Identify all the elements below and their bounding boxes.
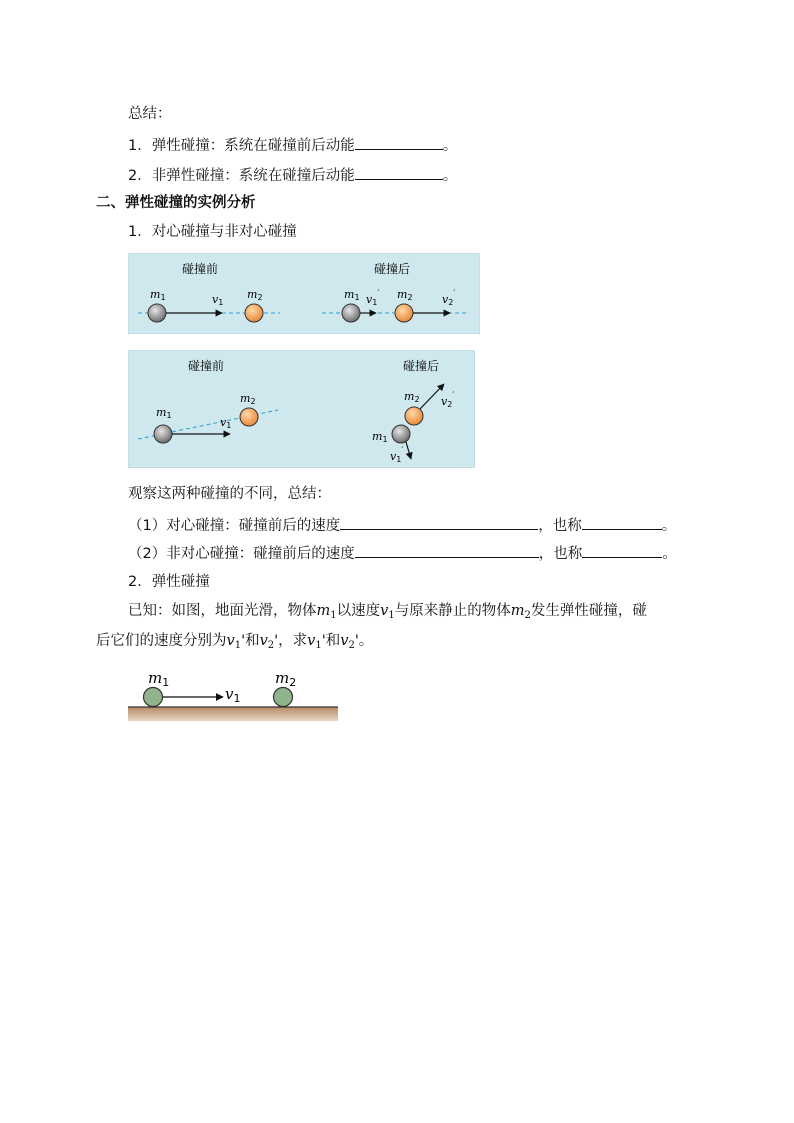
answer-blank[interactable] bbox=[582, 514, 662, 530]
summary-item-1 bbox=[128, 134, 457, 156]
summary-item-1-text: 1．弹性碰撞：系统在碰撞前后动能 bbox=[128, 138, 355, 154]
label-m1-after: m1 bbox=[372, 430, 388, 444]
section-heading: 二、弹性碰撞的实例分析 bbox=[96, 195, 256, 211]
subsection-elastic: 2．弹性碰撞 bbox=[128, 574, 210, 590]
text: '和 bbox=[241, 633, 260, 649]
summary-title: 总结： bbox=[128, 106, 172, 122]
label-m1: m1 bbox=[150, 288, 166, 302]
central-summary-text: （1）对心碰撞：碰撞前后的速度 bbox=[128, 518, 341, 534]
before-label: 碰撞前 bbox=[181, 262, 219, 276]
var-v1: $v_1$ bbox=[380, 603, 395, 621]
ball-m2 bbox=[245, 304, 263, 322]
var-m2: $m_2$ bbox=[510, 603, 531, 621]
label-v1: v1 bbox=[220, 416, 232, 430]
after-label: 碰撞后 bbox=[373, 262, 411, 276]
ball-m1-after bbox=[392, 425, 410, 443]
label-v1-prime: v1′ bbox=[390, 446, 404, 464]
ball-m2 bbox=[274, 688, 293, 707]
text: 以速度 bbox=[336, 603, 381, 619]
oblique-collision-figure bbox=[128, 350, 475, 468]
oblique-summary-text: （2）非对心碰撞：碰撞前后的速度 bbox=[128, 546, 355, 562]
observe-prompt: 观察这两种碰撞的不同，总结： bbox=[128, 486, 331, 502]
ball-m2 bbox=[240, 408, 258, 426]
summary-item-2-text: 2．非弹性碰撞：系统在碰撞后动能 bbox=[128, 168, 355, 184]
label-v1: v1 bbox=[212, 293, 224, 307]
ball-m1 bbox=[148, 304, 166, 322]
label-m1: $m_1$ bbox=[148, 669, 170, 689]
label-v2-prime: v2′ bbox=[441, 391, 455, 409]
ball-m1 bbox=[154, 425, 172, 443]
ball-m1 bbox=[144, 688, 163, 707]
var-v2: $v_2$ bbox=[340, 633, 355, 651]
label-m2-after: m2 bbox=[397, 288, 413, 302]
period: 。 bbox=[442, 138, 458, 154]
text: '，求 bbox=[274, 633, 308, 649]
text: '。 bbox=[354, 633, 374, 649]
oblique-summary bbox=[128, 542, 677, 564]
text: 已知：如图，地面光滑，物体 bbox=[128, 603, 317, 619]
text: 与原来静止的物体 bbox=[394, 603, 511, 619]
label-v2-prime: v2′ bbox=[442, 289, 456, 307]
elastic-collision-figure bbox=[126, 666, 340, 724]
var-v2: $v_2$ bbox=[259, 633, 275, 651]
figure-background bbox=[128, 253, 480, 334]
ball-m2-after bbox=[405, 407, 423, 425]
text: 发生弹性碰撞，碰 bbox=[530, 603, 647, 619]
central-collision-figure bbox=[128, 253, 480, 334]
label-m2: m2 bbox=[247, 288, 263, 302]
label-m1: m1 bbox=[156, 406, 172, 420]
label-m2: $m_2$ bbox=[275, 669, 297, 689]
problem-line-2 bbox=[96, 631, 373, 656]
central-summary bbox=[128, 514, 676, 536]
summary-item-2 bbox=[128, 164, 457, 186]
ball-m2-after bbox=[395, 304, 413, 322]
label-v1: $v_1$ bbox=[225, 685, 241, 705]
var-m1: $m_1$ bbox=[316, 603, 337, 621]
text: '和 bbox=[321, 633, 341, 649]
subsection-central-oblique: 1．对心碰撞与非对心碰撞 bbox=[128, 224, 297, 240]
label-m2: m2 bbox=[240, 392, 256, 406]
answer-blank[interactable] bbox=[582, 542, 662, 558]
answer-blank[interactable] bbox=[355, 164, 443, 180]
answer-blank[interactable] bbox=[355, 542, 539, 558]
answer-blank[interactable] bbox=[340, 514, 538, 530]
label-m2-after: m2 bbox=[404, 390, 420, 404]
problem-line-1 bbox=[128, 601, 647, 626]
ball-m1-after bbox=[342, 304, 360, 322]
label-m1-after: m1 bbox=[344, 288, 360, 302]
var-v1: $v_1$ bbox=[307, 633, 322, 651]
label-v1-prime: v1′ bbox=[366, 289, 380, 307]
text: 后它们的速度分别为 bbox=[96, 633, 227, 649]
period: 。 bbox=[661, 518, 677, 534]
period: 。 bbox=[442, 168, 458, 184]
period: 。 bbox=[662, 546, 677, 562]
var-v1: $v_1$ bbox=[226, 633, 242, 651]
ground bbox=[128, 707, 338, 721]
after-label: 碰撞后 bbox=[402, 359, 440, 373]
answer-blank[interactable] bbox=[355, 134, 443, 150]
before-label: 碰撞前 bbox=[187, 359, 225, 373]
also-called: ，也称 bbox=[538, 546, 583, 562]
also-called: ，也称 bbox=[538, 518, 582, 534]
